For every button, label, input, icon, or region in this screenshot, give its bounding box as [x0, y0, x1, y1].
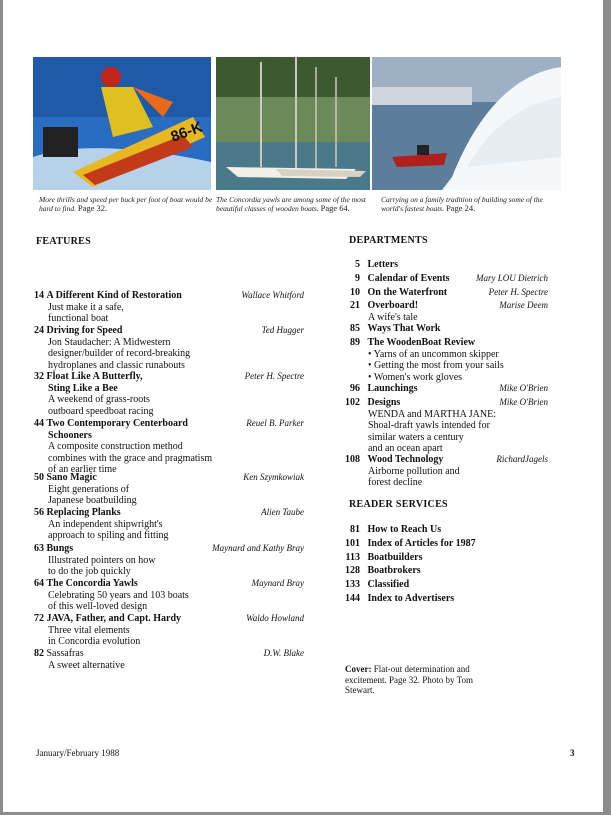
page-ref-number: 144	[345, 593, 360, 604]
entry-description-line: Three vital elements	[48, 624, 130, 636]
entry-title-line	[338, 552, 548, 564]
page-ref-number: 133	[345, 579, 360, 590]
entry-title: JAVA, Father, and Capt. Hardy	[46, 613, 182, 624]
entry-title: Driving for Speed	[46, 325, 123, 336]
reader-service-entry	[338, 565, 548, 577]
feature-entry	[34, 290, 304, 325]
issue-date: January/February 1988	[36, 748, 120, 758]
page-ref-number: 9	[355, 273, 360, 284]
feature-entry	[34, 613, 304, 648]
entry-title: Replacing Planks	[46, 507, 121, 518]
cover-photo-credit: Photo by Tom Stewart.	[345, 674, 473, 695]
entry-title: Sassafras	[46, 648, 84, 659]
entry-author: Maynard and Kathy Bray	[212, 543, 304, 553]
entry-description-line: similar waters a century	[368, 431, 464, 443]
entry-title: Overboard!	[367, 300, 419, 311]
page-ref-number: 89	[350, 337, 360, 348]
entry-title: Calendar of Events	[367, 273, 450, 284]
page-ref-number: 32	[34, 371, 44, 382]
entry-description-line: outboard speedboat racing	[48, 405, 154, 417]
caption-page-ref: Page 24.	[445, 203, 476, 213]
entry-description-line: to do the job quickly	[48, 566, 131, 578]
entry-author: Peter H. Spectre	[244, 371, 304, 381]
entry-description-line: Airborne pollution and	[368, 465, 460, 477]
entry-title: Index of Articles for 1987	[367, 538, 476, 549]
caption-text: More thrills and speed per buck per foot of boat would be hard to find.	[39, 195, 213, 213]
entry-description-line: of an earlier time	[48, 464, 117, 476]
page-ref-number: 44	[34, 418, 44, 429]
entry-title-line	[338, 593, 548, 605]
entry-author: Peter H. Spectre	[488, 287, 548, 297]
feature-entry	[34, 578, 304, 613]
entry-title: How to Reach Us	[367, 524, 442, 535]
entry-author: RichardJagels	[496, 454, 548, 464]
entry-description-line: • Yarns of an uncommon skipper	[368, 348, 499, 360]
page-ref-number: 5	[355, 259, 360, 270]
entry-description-line: Shoal-draft yawls intended for	[368, 420, 490, 432]
entry-author: Marise Deem	[499, 300, 548, 310]
department-entry	[338, 454, 548, 489]
entry-title: Bungs	[46, 543, 74, 554]
entry-author: Ken Szymkowiak	[243, 472, 304, 482]
entry-description-line: approach to spiling and fitting	[48, 530, 169, 542]
entry-author: Maynard Bray	[251, 578, 304, 588]
page-ref-number: 102	[345, 397, 360, 408]
entry-description-line: A wife's tale	[368, 311, 418, 323]
entry-description-line: functional boat	[48, 313, 109, 325]
page-ref-number: 24	[34, 325, 44, 336]
photo-outboard-racer	[33, 57, 211, 190]
entry-title-line	[338, 524, 548, 536]
entry-title: Wood Technology	[367, 454, 444, 465]
entry-description-line: Celebrating 50 years and 103 boats	[48, 589, 189, 601]
page-ref-number: 85	[350, 323, 360, 334]
photo-caption-3	[381, 195, 561, 213]
page-ref-number: 108	[345, 454, 360, 465]
cover-text: Flat-out determination and excitement.	[345, 664, 470, 685]
entry-description-line: Eight generations of	[48, 483, 130, 495]
caption-page-ref: Page 64.	[320, 203, 350, 213]
page-ref-number: 10	[350, 287, 360, 298]
reader-service-entry	[338, 552, 548, 564]
entry-title: On the Waterfront	[367, 287, 448, 298]
page-ref-number: 96	[350, 383, 360, 394]
entry-description-line: of this well-loved design	[48, 601, 148, 613]
cover-page-ref: Page 32.	[388, 674, 420, 685]
page-number: 3	[570, 748, 575, 758]
photo-caption-1	[39, 195, 214, 213]
entry-description-line: A sweet alternative	[48, 659, 125, 671]
entry-title-line	[338, 538, 548, 550]
entry-title: Sano Magic	[46, 472, 97, 483]
entry-title: Launchings	[367, 383, 418, 394]
photo-caption-2	[216, 195, 376, 213]
department-entry	[338, 323, 548, 335]
features-heading: FEATURES	[36, 236, 92, 247]
entry-author: Reuel B. Parker	[246, 418, 304, 428]
entry-author: D.W. Blake	[263, 648, 304, 658]
page-ref-number: 50	[34, 472, 44, 483]
page-ref-number: 128	[345, 565, 360, 576]
entry-title-line	[338, 579, 548, 591]
reader-service-entry	[338, 524, 548, 536]
reader-service-entry	[338, 579, 548, 591]
entry-author: Waldo Howland	[246, 613, 304, 623]
entry-author: Alien Taube	[261, 507, 304, 517]
feature-entry	[34, 507, 304, 542]
feature-entry	[34, 371, 304, 417]
entry-title: Ways That Work	[367, 323, 441, 334]
entry-author: Ted Hugger	[261, 325, 304, 335]
entry-description-line: and an ocean apart	[368, 443, 443, 455]
entry-description-line: • Women's work gloves	[368, 371, 463, 383]
entry-author: Mike O'Brien	[499, 397, 548, 407]
caption-text: Carrying on a family tradition of building some of the world's fastest boats.	[381, 195, 543, 213]
entry-title: The WoodenBoat Review	[367, 337, 476, 348]
department-entry	[338, 397, 548, 455]
department-entry	[338, 259, 548, 271]
department-entry	[338, 273, 548, 285]
entry-author: Mike O'Brien	[499, 383, 548, 393]
entry-title: Classified	[367, 579, 410, 590]
entry-author: Mary LOU Dietrich	[476, 273, 548, 283]
entry-title-continued: Schooners	[48, 429, 92, 441]
entry-description-line: Just make it a safe,	[48, 301, 124, 313]
caption-text: The Concordia yawls are among some of the most beautiful classes of wooden boats.	[216, 195, 366, 213]
page-ref-number: 14	[34, 290, 44, 301]
entry-title-line	[338, 337, 548, 349]
entry-description-line: designer/builder of record-breaking	[48, 348, 191, 360]
page-ref-number: 63	[34, 543, 44, 554]
page-ref-number: 113	[345, 552, 360, 563]
department-entry	[338, 337, 548, 383]
entry-title: Index to Advertisers	[367, 593, 455, 604]
entry-title-line	[338, 323, 548, 335]
entry-title: Two Contemporary Centerboard	[46, 418, 188, 429]
entry-description-line: A weekend of grass-roots	[48, 394, 150, 406]
page-ref-number: 72	[34, 613, 44, 624]
page-ref-number: 56	[34, 507, 44, 518]
entry-title: The Concordia Yawls	[46, 578, 138, 589]
entry-title-continued: Sting Like a Bee	[48, 382, 118, 394]
entry-title: A Different Kind of Restoration	[46, 290, 182, 301]
caption-page-ref: Page 32.	[77, 203, 108, 213]
entry-title: Float Like A Butterfly,	[46, 371, 143, 382]
entry-description-line: An independent shipwright's	[48, 518, 163, 530]
reader-service-entry	[338, 538, 548, 550]
department-entry	[338, 287, 548, 299]
feature-entry	[34, 543, 304, 578]
entry-description-line: hydroplanes and classic runabouts	[48, 359, 185, 371]
entry-description-line: Illustrated pointers on how	[48, 554, 156, 566]
feature-entry	[34, 325, 304, 371]
photo-hydroplane	[372, 57, 561, 190]
reader-services-heading: READER SERVICES	[349, 499, 448, 510]
page-ref-number: 82	[34, 648, 44, 659]
page-ref-number: 81	[350, 524, 360, 535]
page-ref-number: 21	[350, 300, 360, 311]
entry-description-line: WENDA and MARTHA JANE:	[368, 408, 497, 420]
cover-label: Cover:	[345, 664, 372, 674]
entry-title: Boatbrokers	[367, 565, 421, 576]
entry-description-line: • Getting the most from your sails	[368, 360, 504, 372]
hull-number: 86-K	[168, 118, 205, 146]
entry-description-line: combines with the grace and pragmatism	[48, 452, 213, 464]
entry-title: Boatbuilders	[367, 552, 423, 563]
department-entry	[338, 300, 548, 323]
page-ref-number: 64	[34, 578, 44, 589]
entry-description-line: A composite construction method	[48, 441, 183, 453]
cover-credit	[345, 664, 495, 696]
entry-description-line: forest decline	[368, 477, 423, 489]
entry-description-line: Japanese boatbuilding	[48, 495, 137, 507]
page-ref-number: 101	[345, 538, 360, 549]
entry-description-line: in Concordia evolution	[48, 636, 141, 648]
entry-description-line: Jon Staudacher: A Midwestern	[48, 336, 171, 348]
entry-author: Wallace Whitford	[241, 290, 304, 300]
departments-heading: DEPARTMENTS	[349, 235, 428, 246]
feature-entry	[34, 418, 304, 476]
photo-concordia-yawls	[216, 57, 370, 190]
feature-entry	[34, 472, 304, 507]
reader-service-entry	[338, 593, 548, 605]
department-entry	[338, 383, 548, 395]
entry-title: Designs	[367, 397, 401, 408]
entry-title-line	[338, 565, 548, 577]
entry-title: Letters	[367, 259, 399, 270]
magazine-page	[3, 0, 603, 812]
entry-title-line	[338, 259, 548, 271]
feature-entry	[34, 648, 304, 671]
